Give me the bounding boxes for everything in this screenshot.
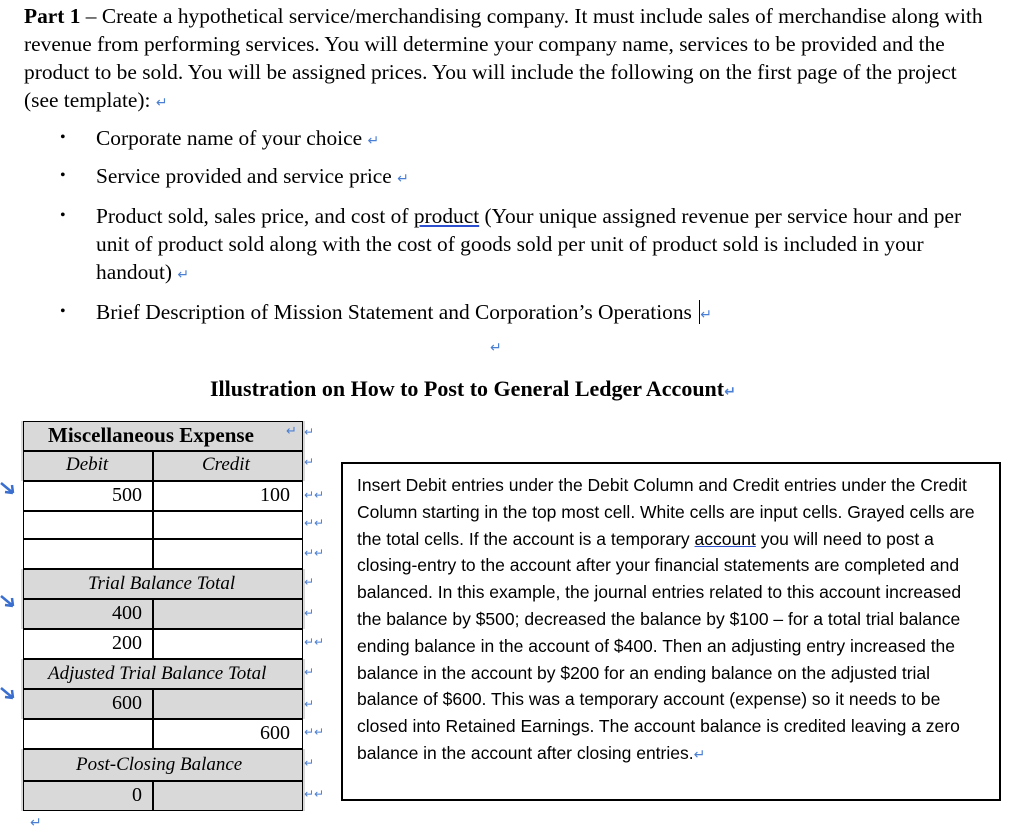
bullet-icon: • <box>60 207 66 224</box>
cell-mark-icon: ↵↵ <box>304 635 325 649</box>
closing-credit-value: 600 <box>260 722 290 744</box>
bullet-text: Service provided and service price <box>96 164 392 188</box>
cell-mark-icon: ↵↵ <box>304 516 325 530</box>
cell-mark-icon: ↵ <box>304 697 315 711</box>
adjusted-trial-balance-label-row <box>21 659 305 689</box>
adjusted-trial-balance-value: 600 <box>112 692 142 714</box>
debit-cell[interactable] <box>23 481 153 511</box>
ledger-title-row: Miscellaneous Expense ↵ <box>21 421 305 451</box>
cell-mark-icon: ↵ <box>304 606 315 620</box>
ledger-input-row <box>21 511 305 539</box>
debit-cell[interactable] <box>23 511 153 539</box>
cell-mark-icon: ↵ <box>304 425 315 439</box>
part-label: Part 1 <box>24 4 81 28</box>
ledger-input-row <box>21 539 305 569</box>
arrow-icon <box>0 593 16 609</box>
cell-mark-icon: ↵ <box>304 455 315 469</box>
return-mark-icon: ↵ <box>693 746 706 763</box>
credit-header: Credit <box>202 454 250 475</box>
illustration-title <box>210 376 736 402</box>
intro-paragraph <box>24 2 984 117</box>
cell-mark-icon: ↵ <box>304 665 315 679</box>
return-mark-icon: ↵ <box>700 307 712 323</box>
post-closing-label: Post-Closing Balance <box>76 754 243 775</box>
instruction-note-box <box>341 462 1001 801</box>
bullet-icon: • <box>60 129 66 146</box>
bullet-text-rest: (Your unique assigned revenue per service hour and per unit of product sold along with the cost of goods sold per unit of product sold is included in your handout) <box>96 204 962 284</box>
trial-balance-value: 400 <box>112 602 142 624</box>
return-mark-icon: ↵ <box>724 384 736 400</box>
credit-cell[interactable] <box>153 719 303 749</box>
bullet-icon: • <box>60 167 66 184</box>
return-mark-icon: ↵ <box>367 133 380 149</box>
bullet-icon: • <box>60 303 66 320</box>
return-mark-icon: ↵ <box>397 171 409 187</box>
cell-mark-icon: ↵↵ <box>304 725 325 739</box>
ledger-title: Miscellaneous Expense <box>48 423 254 447</box>
debit-value: 500 <box>112 484 142 506</box>
debit-cell[interactable] <box>23 719 153 749</box>
return-mark-icon: ↵ <box>177 267 190 283</box>
credit-cell[interactable] <box>153 511 303 539</box>
cell-mark-icon: ↵↵ <box>304 787 325 801</box>
adjusting-debit-value: 200 <box>112 632 142 654</box>
debit-cell[interactable] <box>23 539 153 569</box>
credit-value: 100 <box>260 484 290 506</box>
cell-mark-icon: ↵↵ <box>304 488 325 502</box>
underlined-word: account <box>694 528 756 549</box>
ledger-input-row <box>21 481 305 511</box>
return-mark-icon: ↵ <box>155 95 168 111</box>
ledger-input-row <box>21 629 305 659</box>
cell-mark-icon: ↵↵ <box>304 546 325 560</box>
note-text: Insert Debit entries under the Debit Column and Credit entries under the Credit Column starting in the top most cell. White cells are input cells. Grayed cells are the total cells. If the account is a temporary <box>357 475 975 549</box>
debit-header: Debit <box>66 454 109 475</box>
trial-balance-label: Trial Balance Total <box>88 573 236 594</box>
underlined-word: product <box>413 204 480 228</box>
post-closing-label-row <box>21 749 305 781</box>
credit-cell[interactable] <box>153 629 303 659</box>
return-mark-icon: ↵ <box>490 340 502 356</box>
adjusted-trial-balance-label: Adjusted Trial Balance Total <box>48 663 267 684</box>
bullet-text: Brief Description of Mission Statement and Corporation’s Operations <box>96 300 692 324</box>
arrow-icon <box>0 685 16 701</box>
post-closing-row <box>21 781 305 811</box>
bullet-text: Product sold, sales price, and cost of <box>96 204 409 228</box>
trial-balance-label-row <box>21 569 305 599</box>
arrow-icon <box>0 480 16 496</box>
credit-cell[interactable] <box>153 539 303 569</box>
return-mark-icon: ↵ <box>30 815 42 831</box>
debit-cell[interactable] <box>23 629 153 659</box>
ledger-header-row <box>21 451 305 481</box>
credit-cell[interactable] <box>153 481 303 511</box>
cell-mark-icon: ↵ <box>304 575 315 589</box>
cell-mark-icon: ↵ <box>304 756 315 770</box>
intro-text: – Create a hypothetical service/merchandising company. It must include sales of merchandise along with revenue from performing services. You will determine your company name, services to be provided and the product to be sold. You will be assigned prices. You will include the following on the first page of the project (see template): <box>24 4 983 112</box>
note-text-rest: you will need to post a closing-entry to the account after your financial statements are completed and balanced. In this example, the journal entries related to this account increased the balance by $500; decreased the balance by $100 – for a total trial balance ending balance in the account of $400. Then an adjusting entry increased the balance in the account by $200 for an ending balance on the adjusted trial balance of $600. This was a temporary account (expense) so it needs to be closed into Retained Earnings. The account balance is credited leaving a zero balance in the account after closing entries. <box>357 528 962 763</box>
bullet-text: Corporate name of your choice <box>96 126 363 150</box>
trial-balance-row <box>21 599 305 629</box>
ledger-t-account <box>21 421 305 811</box>
post-closing-value: 0 <box>132 784 142 806</box>
illustration-title-text: Illustration on How to Post to General Ledger Account <box>210 376 725 401</box>
ledger-input-row <box>21 719 305 749</box>
adjusted-trial-balance-row <box>21 689 305 719</box>
